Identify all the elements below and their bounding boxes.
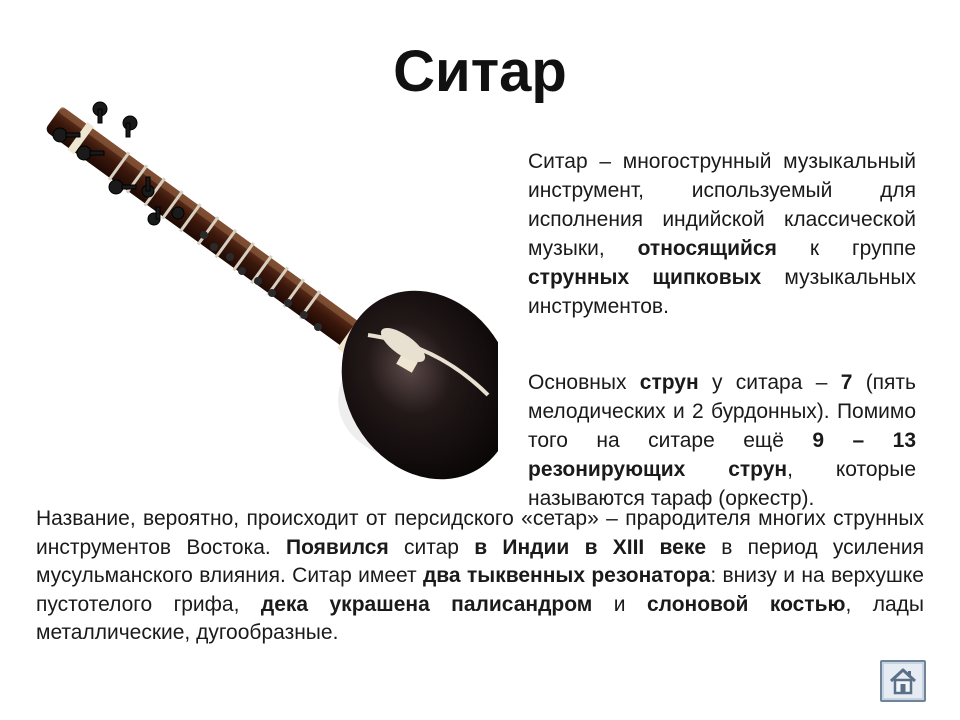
text-segment: у ситара – <box>698 371 841 394</box>
bold-segment: дека украшена палисандром <box>260 592 593 616</box>
text-segment: Основных <box>528 371 640 394</box>
bold-segment: слоновой костью <box>646 592 846 616</box>
bold-segment: 7 <box>840 371 853 394</box>
history-paragraph <box>36 505 924 648</box>
text-segment: , лады металлические, дугообразные. <box>36 592 924 644</box>
bold-segment: 9 – 13 резонирующих струн <box>528 429 917 481</box>
sitar-image <box>18 95 498 495</box>
bold-segment: струнных щипковых <box>528 266 762 289</box>
text-segment: к группе <box>776 237 917 260</box>
bold-segment: в Индии в XIII веке <box>474 535 707 559</box>
text-segment: : внизу и на верхушке пустотелого грифа, <box>36 564 924 616</box>
text-segment: музыкальных инструментов. <box>528 266 916 318</box>
text-segment: (пять мелодических и 2 бурдонных). Помимо того на ситаре ещё <box>528 371 916 452</box>
text-segment: Название, вероятно, происходит от персидского «сетар» – прародителя многих струнных инструментов Востока. <box>36 507 924 559</box>
text-segment: ситар <box>388 535 475 559</box>
text-segment: , которые называются тараф (оркестр). <box>528 458 917 510</box>
bold-segment: два тыквенных резонатора <box>422 564 711 587</box>
home-icon <box>888 667 918 695</box>
description-paragraph <box>528 147 916 321</box>
bold-segment: Появился <box>286 535 389 559</box>
strings-paragraph <box>528 368 916 513</box>
bold-segment: относящийся <box>637 237 777 260</box>
slide-title: Ситар <box>393 39 567 104</box>
text-segment: в период усиления мусульманского влияния. Ситар имеет <box>36 535 924 587</box>
home-button[interactable] <box>880 660 926 702</box>
text-segment: и <box>592 592 647 616</box>
text-segment: Ситар – многострунный музыкальный инструмент, используемый для исполнения индийской классической музыки, <box>528 150 916 260</box>
bold-segment: струн <box>639 371 699 394</box>
